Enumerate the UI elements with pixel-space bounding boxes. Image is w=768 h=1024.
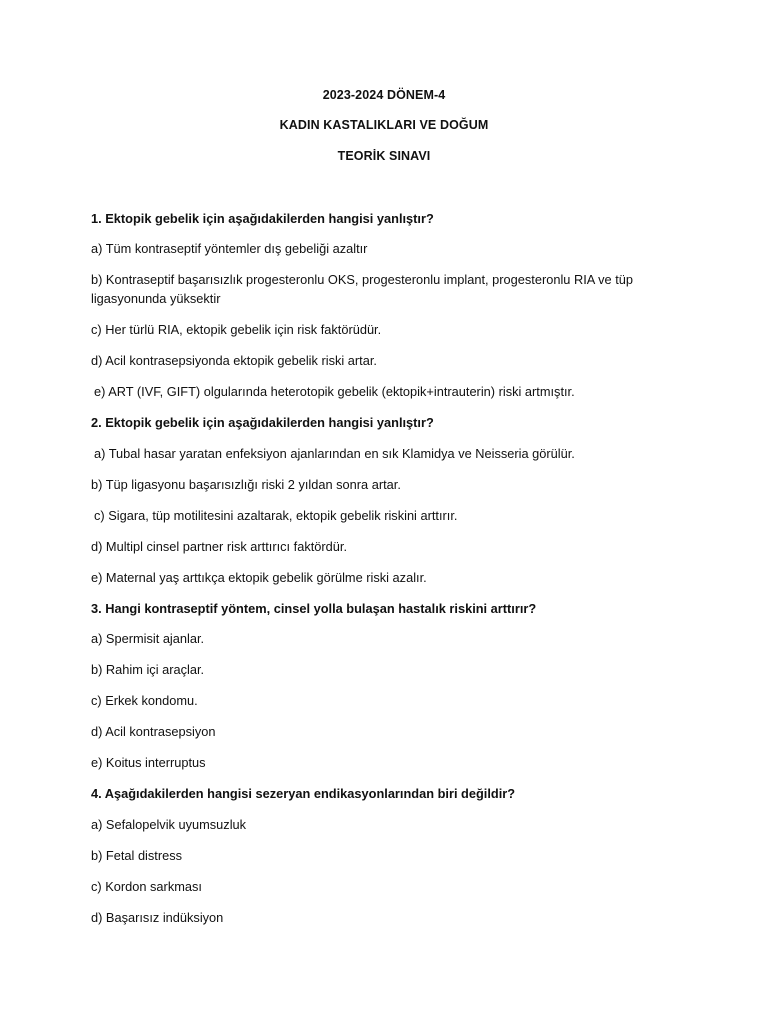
question-1: 1. Ektopik gebelik için aşağıdakilerden hangisi yanlıştır? — [91, 211, 434, 226]
question-2-option-e: e) Maternal yaş arttıkça ektopik gebelik görülme riski azalır. — [91, 570, 427, 585]
question-3-option-c: c) Erkek kondomu. — [91, 693, 198, 708]
question-1-option-a: a) Tüm kontraseptif yöntemler dış gebeliği azaltır — [91, 241, 368, 256]
question-2: 2. Ektopik gebelik için aşağıdakilerden hangisi yanlıştır? — [91, 415, 434, 430]
question-3-option-b: b) Rahim içi araçlar. — [91, 662, 205, 677]
question-3-option-d: d) Acil kontrasepsiyon — [91, 724, 216, 739]
question-2-option-b: b) Tüp ligasyonu başarısızlığı riski 2 yıldan sonra artar. — [91, 477, 401, 492]
question-2-option-c: c) Sigara, tüp motilitesini azaltarak, ektopik gebelik riskini arttırır. — [94, 508, 458, 523]
question-3-option-a: a) Spermisit ajanlar. — [91, 631, 205, 646]
question-1-option-e: e) ART (IVF, GIFT) olgularında heterotopik gebelik (ektopik+intrauterin) riski artmıştır. — [94, 384, 575, 399]
question-3: 3. Hangi kontraseptif yöntem, cinsel yolla bulaşan hastalık riskini arttırır? — [91, 601, 537, 616]
question-2-option-d: d) Multipl cinsel partner risk arttırıcı faktördür. — [91, 539, 348, 554]
question-1-option-b: b) Kontraseptif başarısızlık progesteronlu OKS, progesteronlu implant, progesteronlu RIA ve tüp ligasyonunda yüksektir — [91, 272, 634, 306]
exam-type-title: TEORİK SINAVI — [337, 149, 431, 163]
question-1-option-d: d) Acil kontrasepsiyonda ektopik gebelik riski artar. — [91, 353, 377, 368]
question-2-option-a: a) Tubal hasar yaratan enfeksiyon ajanlarından en sık Klamidya ve Neisseria görülür. — [94, 446, 575, 461]
question-3-option-e: e) Koitus interruptus — [91, 755, 206, 770]
question-1-option-c: c) Her türlü RIA, ektopik gebelik için risk faktörüdür. — [91, 322, 382, 337]
question-4: 4. Aşağıdakilerden hangisi sezeryan endikasyonlarından biri değildir? — [91, 786, 516, 801]
question-4-option-a: a) Sefalopelvik uyumsuzluk — [91, 817, 247, 832]
course-title: KADIN KASTALIKLARI VE DOĞUM — [279, 118, 489, 132]
question-4-option-d: d) Başarısız indüksiyon — [91, 910, 224, 925]
question-4-option-b: b) Fetal distress — [91, 848, 183, 863]
question-4-option-c: c) Kordon sarkması — [91, 879, 202, 894]
exam-year-title: 2023-2024 DÖNEM-4 — [322, 88, 446, 102]
